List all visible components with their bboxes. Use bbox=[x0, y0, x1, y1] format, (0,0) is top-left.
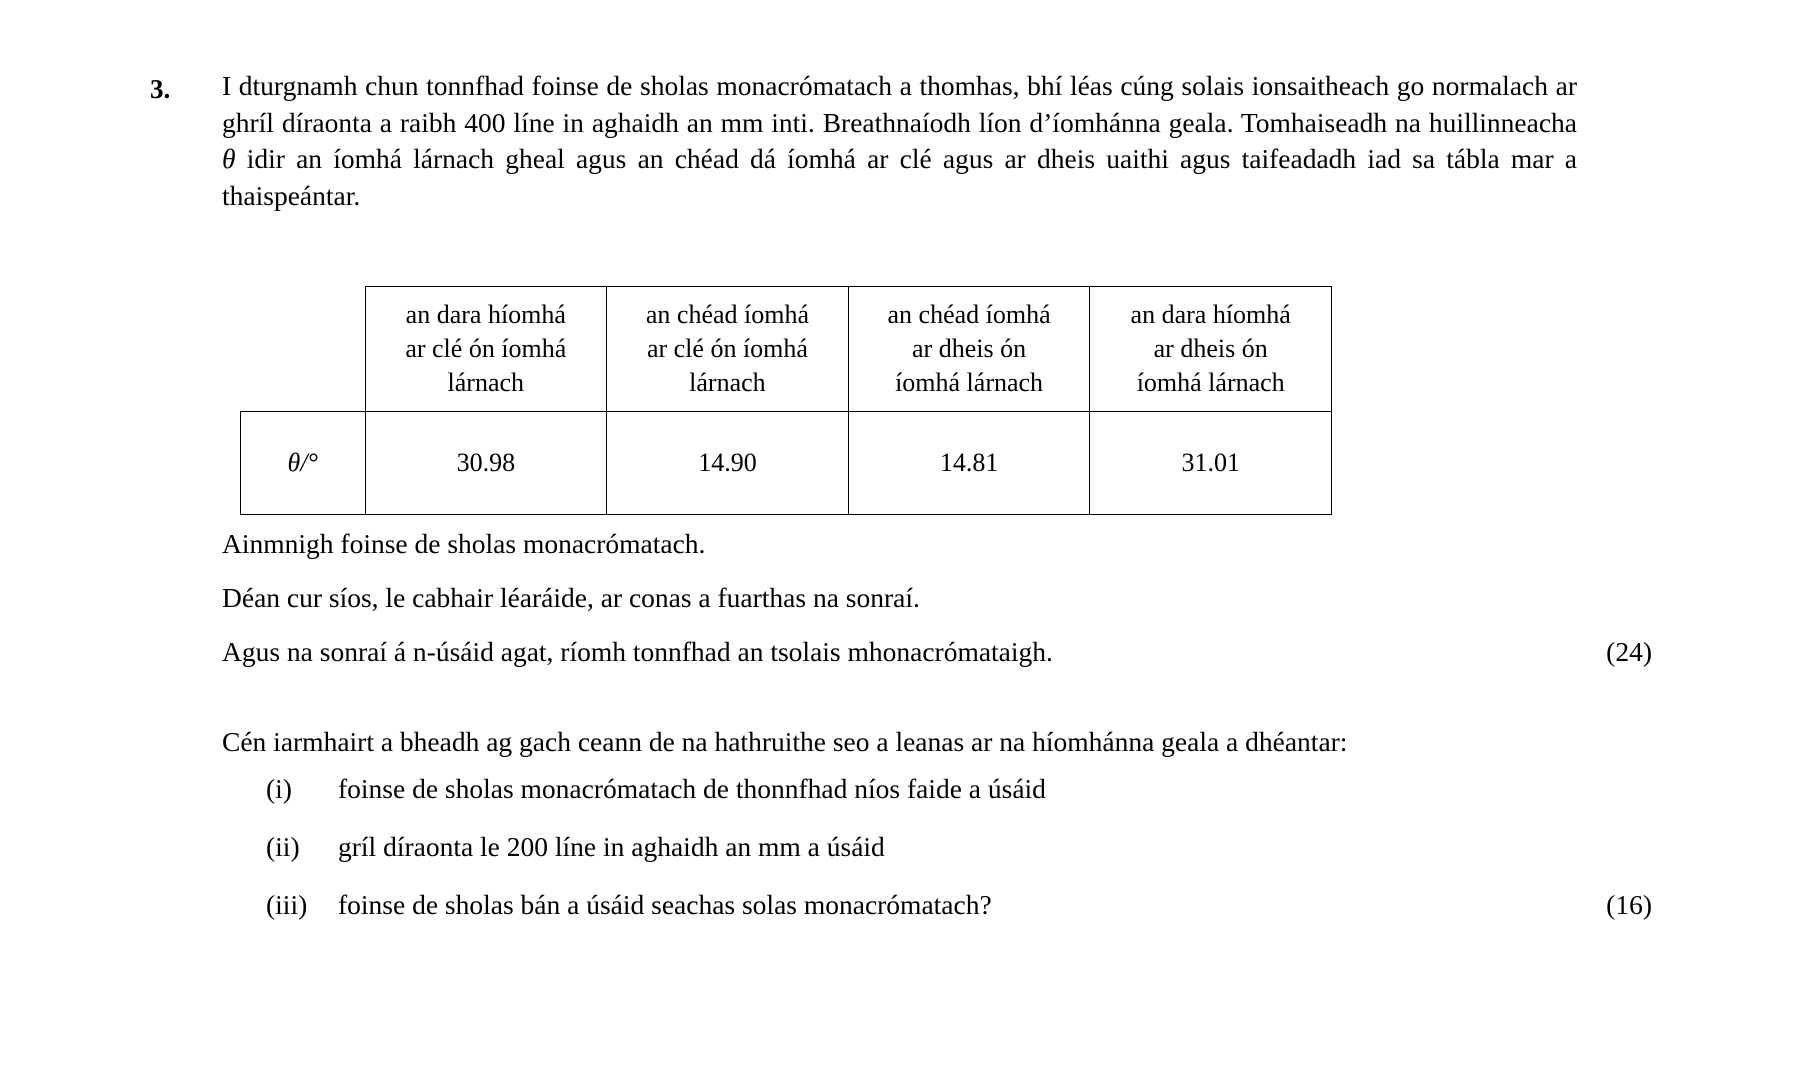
table-corner-cell bbox=[241, 287, 366, 412]
table-header-row bbox=[241, 287, 1332, 412]
table-value-cell-1: 30.98 bbox=[365, 412, 607, 515]
sub-question-prompt: Cén iarmhairt a bheadh ag gach ceann de na hathruithe seo a leanas ar na híomhánna geala a dhéantar: bbox=[222, 726, 1348, 757]
statement-text-3: Agus na sonraí á n-úsáid agat, ríomh tonnfhad an tsolais mhonacrómataigh. bbox=[222, 636, 1053, 667]
item-text-iii: foinse de sholas bán a úsáid seachas solas monacrómatach? bbox=[338, 888, 992, 920]
table-header-cell-3: an chéad íomhá ar dheis ón íomhá lárnach bbox=[848, 287, 1090, 412]
table-header-cell-4: an dara híomhá ar dheis ón íomhá lárnach bbox=[1090, 287, 1332, 412]
question-intro-paragraph: I dturgnamh chun tonnfhad foinse de sholas monacrómatach a thomhas, bhí léas cúng solais ionsaitheach go normalach ar ghríl díraonta a raibh 400 líne in aghaidh an mm inti. Breathnaíodh líon d’íomhánna geala. Tomhaiseadh na huillinneacha θ idir an íomhá lárnach gheal agus an chéad dá íomhá ar clé agus ar dheis uaithi agus taifeadadh iad sa tábla mar a thaispeántar. bbox=[222, 70, 1577, 211]
statement-line-1 bbox=[222, 530, 1652, 562]
statement-line-2 bbox=[222, 584, 1652, 616]
item-text-i: foinse de sholas monacrómatach de thonnfhad níos faide a úsáid bbox=[338, 772, 1046, 804]
item-marks-iii: (16) bbox=[1606, 888, 1652, 920]
table-value-row bbox=[241, 412, 1332, 515]
list-item bbox=[222, 830, 1652, 865]
spacer bbox=[222, 692, 1652, 718]
question-3-block bbox=[150, 68, 1650, 214]
list-item bbox=[222, 772, 1652, 807]
question-body bbox=[222, 68, 1577, 214]
question-number: 3. bbox=[150, 74, 171, 104]
table-header-cell-2: an chéad íomhá ar clé ón íomhá lárnach bbox=[607, 287, 849, 412]
list-item bbox=[222, 888, 1652, 923]
table-value-cell-4: 31.01 bbox=[1090, 412, 1332, 515]
table-value-cell-3: 14.81 bbox=[848, 412, 1090, 515]
data-table-wrapper bbox=[240, 286, 1332, 515]
sub-question-items bbox=[222, 772, 1652, 923]
table-header-cell-1: an dara híomhá ar clé ón íomhá lárnach bbox=[365, 287, 607, 412]
table-value-cell-2: 14.90 bbox=[607, 412, 849, 515]
item-label-ii: (ii) bbox=[266, 830, 300, 862]
theta-symbol-inline: θ bbox=[222, 143, 236, 175]
statement-text-1: Ainmnigh foinse de sholas monacrómatach. bbox=[222, 528, 706, 559]
statements-section bbox=[222, 530, 1652, 949]
measurements-table bbox=[240, 286, 1332, 515]
statement-marks-3: (24) bbox=[1606, 636, 1652, 667]
statement-line-3 bbox=[222, 638, 1652, 670]
item-label-i: (i) bbox=[266, 772, 292, 804]
table-row-label bbox=[241, 412, 366, 515]
theta-symbol: θ/° bbox=[287, 448, 318, 478]
statement-text-2: Déan cur síos, le cabhair léaráide, ar conas a fuarthas na sonraí. bbox=[222, 582, 920, 613]
item-label-iii: (iii) bbox=[266, 888, 308, 920]
item-text-ii: gríl díraonta le 200 líne in aghaidh an mm a úsáid bbox=[338, 830, 885, 862]
